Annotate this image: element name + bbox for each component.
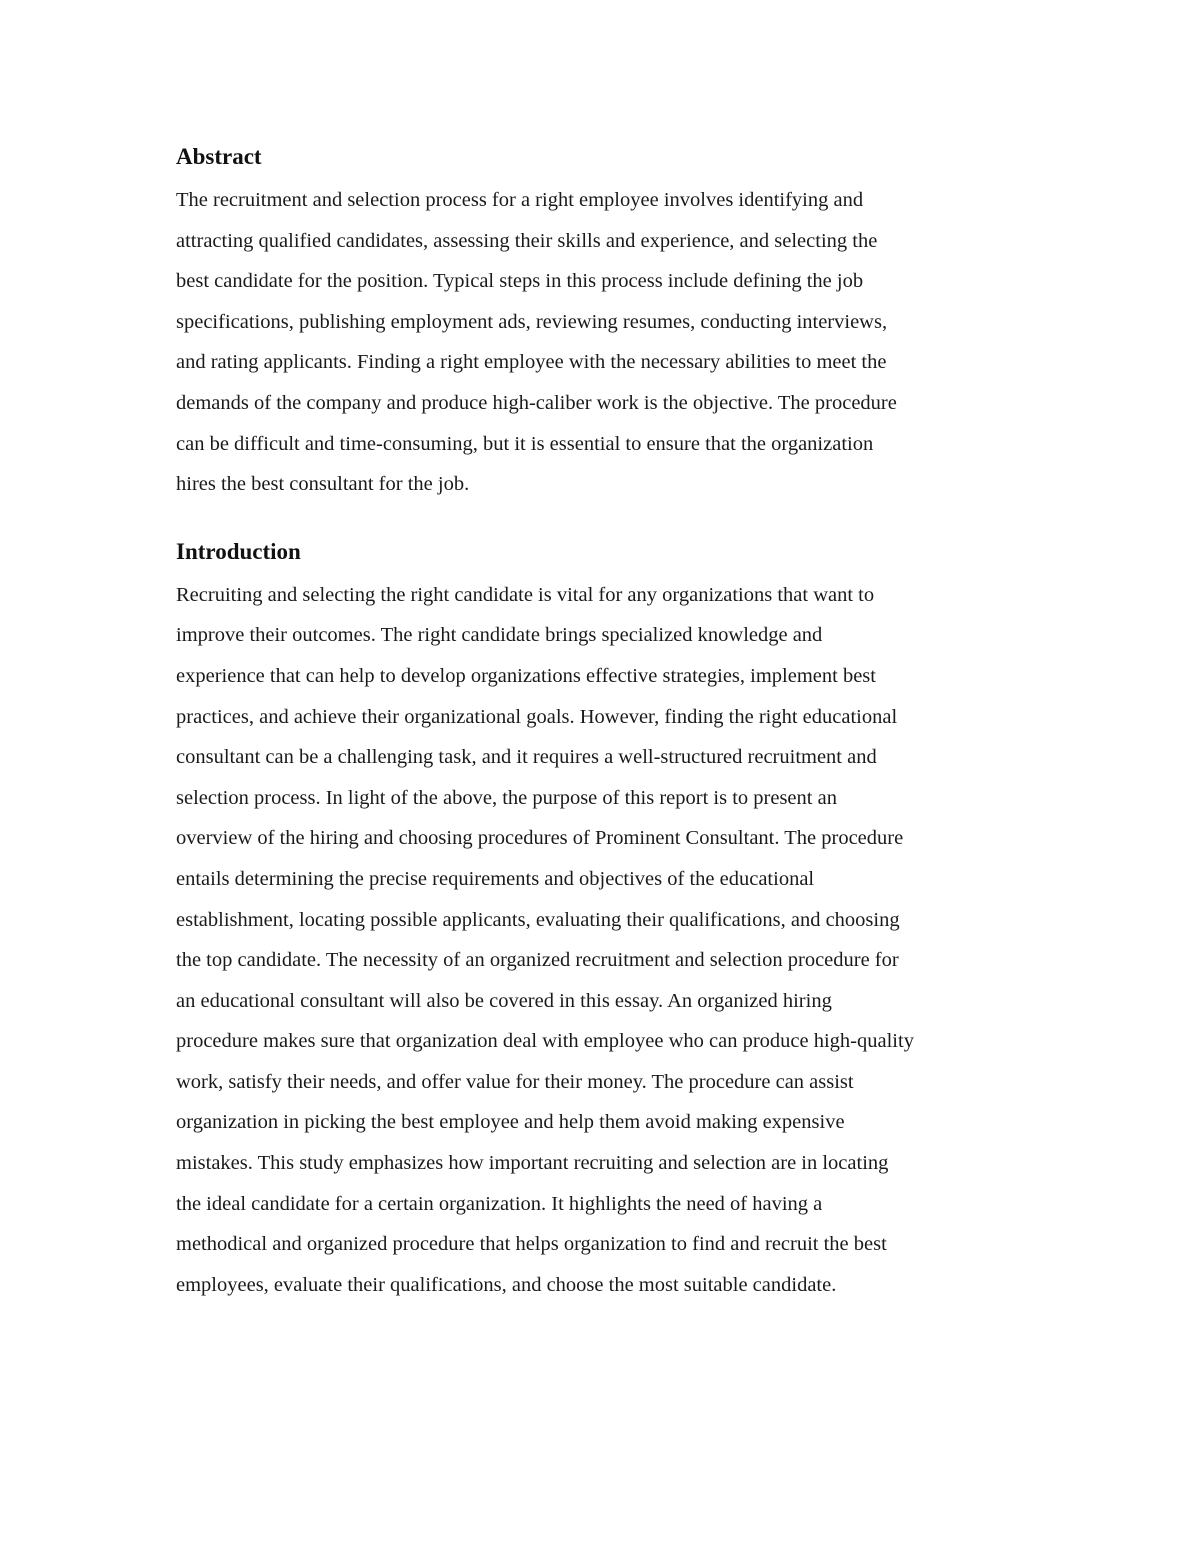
abstract-line: and rating applicants. Finding a right employee with the necessary abilities to meet the [176, 351, 887, 374]
abstract-line: specifications, publishing employment ads, reviewing resumes, conducting interviews, [176, 310, 888, 333]
introduction-line: procedure makes sure that organization deal with employee who can produce high-quality [176, 1030, 914, 1053]
introduction-line: entails determining the precise requirements and objectives of the educational [176, 867, 815, 890]
introduction-line: an educational consultant will also be covered in this essay. An organized hiring [176, 989, 832, 1012]
abstract-paragraph [176, 180, 1036, 505]
introduction-line: organization in picking the best employee and help them avoid making expensive [176, 1111, 845, 1134]
document-page [176, 140, 1036, 1305]
abstract-line: hires the best consultant for the job. [176, 473, 470, 496]
abstract-line: attracting qualified candidates, assessing their skills and experience, and selecting the [176, 229, 878, 252]
abstract-line: best candidate for the position. Typical steps in this process include defining the job [176, 270, 864, 293]
introduction-line: the top candidate. The necessity of an organized recruitment and selection procedure for [176, 949, 899, 972]
introduction-line: practices, and achieve their organizational goals. However, finding the right educational [176, 705, 898, 728]
introduction-line: overview of the hiring and choosing procedures of Prominent Consultant. The procedure [176, 827, 904, 850]
introduction-line: Recruiting and selecting the right candidate is vital for any organizations that want to [176, 583, 875, 606]
introduction-line: experience that can help to develop organizations effective strategies, implement best [176, 664, 876, 687]
introduction-line: work, satisfy their needs, and offer value for their money. The procedure can assist [176, 1070, 854, 1093]
introduction-line: employees, evaluate their qualifications, and choose the most suitable candidate. [176, 1273, 837, 1296]
abstract-line: demands of the company and produce high-caliber work is the objective. The procedure [176, 391, 897, 414]
introduction-line: improve their outcomes. The right candidate brings specialized knowledge and [176, 624, 823, 647]
abstract-heading: Abstract [176, 144, 262, 169]
introduction-line: mistakes. This study emphasizes how important recruiting and selection are in locating [176, 1152, 889, 1175]
introduction-line: establishment, locating possible applicants, evaluating their qualifications, and choosing [176, 908, 900, 931]
introduction-line: selection process. In light of the above, the purpose of this report is to present an [176, 786, 837, 809]
introduction-line: consultant can be a challenging task, and it requires a well-structured recruitment and [176, 746, 877, 769]
introduction-heading: Introduction [176, 538, 301, 564]
introduction-line: methodical and organized procedure that helps organization to find and recruit the best [176, 1233, 887, 1256]
introduction-paragraph [176, 575, 1036, 1306]
abstract-line: The recruitment and selection process for a right employee involves identifying and [176, 189, 864, 211]
abstract-line: can be difficult and time-consuming, but it is essential to ensure that the organization [176, 432, 874, 455]
introduction-line: the ideal candidate for a certain organization. It highlights the need of having a [176, 1192, 823, 1215]
